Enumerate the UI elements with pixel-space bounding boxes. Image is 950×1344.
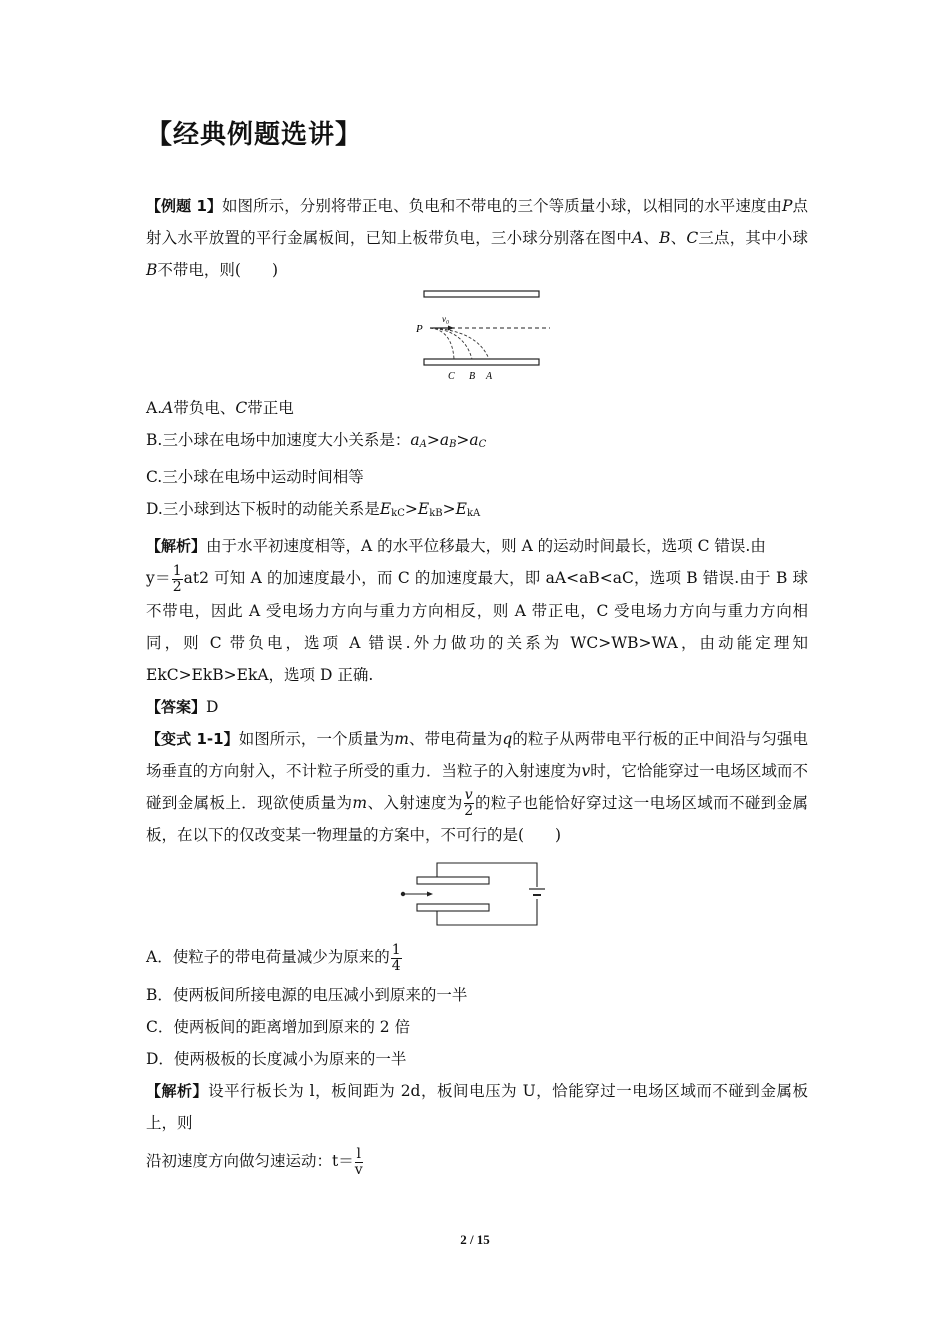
numerator: 1 xyxy=(172,562,182,579)
denominator: 2 xyxy=(464,803,474,819)
question-text: 如图所示，分别将带正电、负电和不带电的三个等质量小球，以相同的水平速度由 xyxy=(222,197,782,215)
option-text: D.三小球到达下板时的动能关系是 xyxy=(146,500,380,518)
page-number: 2 / 15 xyxy=(460,1232,490,1247)
lower-plate xyxy=(417,904,489,911)
symbol: E xyxy=(417,500,430,518)
label-v0: v₀ xyxy=(442,314,450,324)
point-p: P xyxy=(781,197,793,215)
variant-analysis-2 xyxy=(146,1139,808,1183)
question-text: 、入射速度为 xyxy=(367,793,463,812)
denominator: 4 xyxy=(391,957,401,974)
trajectory-a xyxy=(430,328,489,359)
option-text: 带负电、 xyxy=(173,399,236,417)
option-letter: A. xyxy=(146,399,163,417)
upper-plate xyxy=(417,877,489,884)
point-a: A xyxy=(162,399,174,417)
point-c: C xyxy=(686,229,699,247)
label-b: B xyxy=(469,371,476,382)
arrow-head xyxy=(427,892,433,897)
point-b: B xyxy=(146,261,158,279)
question-text: 如图所示，一个质量为 xyxy=(238,729,395,748)
question-text: 的粒子从两带电平行板的正中间沿与匀强电场垂直的方向射入，不计粒子所受的重力．当粒子的入射速度为 xyxy=(146,729,808,780)
operator: > xyxy=(442,500,456,518)
denominator: v xyxy=(354,1161,363,1178)
symbol: q xyxy=(502,729,513,748)
analysis-2 xyxy=(146,562,808,691)
variant-analysis-1 xyxy=(146,1075,808,1139)
variant-question xyxy=(146,723,808,852)
fraction xyxy=(172,564,183,595)
subscript: kA xyxy=(466,508,481,519)
symbol: E xyxy=(455,500,467,518)
answer-value: D xyxy=(206,697,219,716)
parallel-plates-figure xyxy=(402,288,552,388)
variant-option-d: D．使两极板的长度减小为原来的一半 xyxy=(146,1050,407,1068)
example-label: 【例题 1】 xyxy=(146,197,222,215)
separator: 、 xyxy=(670,229,687,247)
analysis-text: y＝ xyxy=(146,569,171,587)
numerator xyxy=(464,788,474,804)
example-1-question xyxy=(146,190,808,286)
variant-label: 【变式 1-1】 xyxy=(146,729,239,748)
analysis-label: 【解析】 xyxy=(146,1082,209,1100)
answer-label: 【答案】 xyxy=(146,697,207,716)
option-text: A．使粒子的带电荷量减少为原来的 xyxy=(146,948,390,966)
numerator: l xyxy=(356,1145,361,1162)
point-b: B xyxy=(659,229,671,247)
option-text: B.三小球在电场中加速度大小关系是： xyxy=(146,431,411,449)
label-c: C xyxy=(448,371,455,382)
option-c: C.三小球在电场中运动时间相等 xyxy=(146,468,364,486)
subscript: A xyxy=(419,439,427,450)
wire-bottom xyxy=(437,899,537,925)
section-heading: 【经典例题选讲】 xyxy=(146,120,363,150)
option-d xyxy=(146,493,808,530)
lower-plate xyxy=(424,359,539,365)
symbol: a xyxy=(469,431,479,449)
label-a: A xyxy=(486,371,493,382)
operator: > xyxy=(456,431,470,449)
subscript: B xyxy=(449,439,457,450)
label-p: P xyxy=(416,323,423,335)
subscript: kB xyxy=(429,508,443,519)
content-body xyxy=(146,190,808,1183)
symbol: a xyxy=(439,431,450,449)
question-text: 、带电荷量为 xyxy=(408,729,503,748)
question-text: 点射入水平放置的平行金属板间，已知上板带负电，三小球分别落在图中 xyxy=(146,197,808,247)
answer-1 xyxy=(146,691,808,723)
symbol: m xyxy=(352,793,368,812)
symbol: v xyxy=(464,787,473,803)
wire-top xyxy=(437,863,537,887)
denominator: 2 xyxy=(172,578,182,595)
analysis-text: 沿初速度方向做匀速运动：t＝ xyxy=(146,1152,354,1170)
question-text: 三点，其中小球 xyxy=(698,229,808,247)
symbol: a xyxy=(410,431,420,449)
analysis-1 xyxy=(146,530,808,562)
analysis-text: 由于水平初速度相等，A 的水平位移最大，则 A 的运动时间最长，选项 C 错误.由 xyxy=(206,537,766,555)
option-a xyxy=(146,392,808,424)
analysis-text: 设平行板长为 l，板间距为 2d，板间电压为 U，恰能穿过一电场区域而不碰到金属板上，则 xyxy=(146,1082,808,1132)
fraction xyxy=(391,943,402,974)
variant-option-c: C．使两板间的距离增加到原来的 2 倍 xyxy=(146,1018,411,1036)
point-c: C xyxy=(235,399,248,417)
point-a: A xyxy=(632,229,644,247)
capacitor-circuit-figure xyxy=(397,859,557,929)
numerator: 1 xyxy=(391,941,401,958)
fraction xyxy=(464,788,474,819)
question-text: 的粒子也能恰好穿过这一电场区域而不碰到金属板，在以下的仅改变某一物理量的方案中，不可行的是( ) xyxy=(146,793,808,844)
symbol: E xyxy=(379,500,392,518)
variant-option-a xyxy=(146,935,808,979)
upper-plate xyxy=(424,291,539,297)
option-b xyxy=(146,424,808,461)
option-text: 带正电 xyxy=(247,399,294,417)
particle xyxy=(401,892,405,896)
question-text: 不带电，则( ) xyxy=(157,261,278,279)
analysis-text: at2 可知 A 的加速度最小，而 C 的加速度最大，即 aA<aB<aC，选项 B 错误.由于 B 球不带电，因此 A 受电场力方向与重力方向相反，则 A 带正电，C 受电场力方向与重力方向相同，则 C 带负电，选项 A 错误.外力做功的关系为 WC>WB>WA，由动能定理知 EkC>EkB>EkA，选项 D 正确. xyxy=(146,569,808,684)
fraction xyxy=(355,1147,363,1178)
symbol: v xyxy=(581,761,591,780)
subscript: kC xyxy=(391,508,405,519)
symbol: m xyxy=(394,729,409,748)
analysis-label: 【解析】 xyxy=(146,537,207,555)
arrow-head xyxy=(448,326,454,331)
separator: 、 xyxy=(643,229,660,247)
operator: > xyxy=(404,500,418,518)
variant-option-b: B．使两板间所接电源的电压减小到原来的一半 xyxy=(146,986,468,1004)
operator: > xyxy=(426,431,440,449)
question-text: 时，它恰能穿过一电场区域而不碰到金属板上．现欲使质量为 xyxy=(146,761,808,812)
subscript: C xyxy=(478,439,487,450)
